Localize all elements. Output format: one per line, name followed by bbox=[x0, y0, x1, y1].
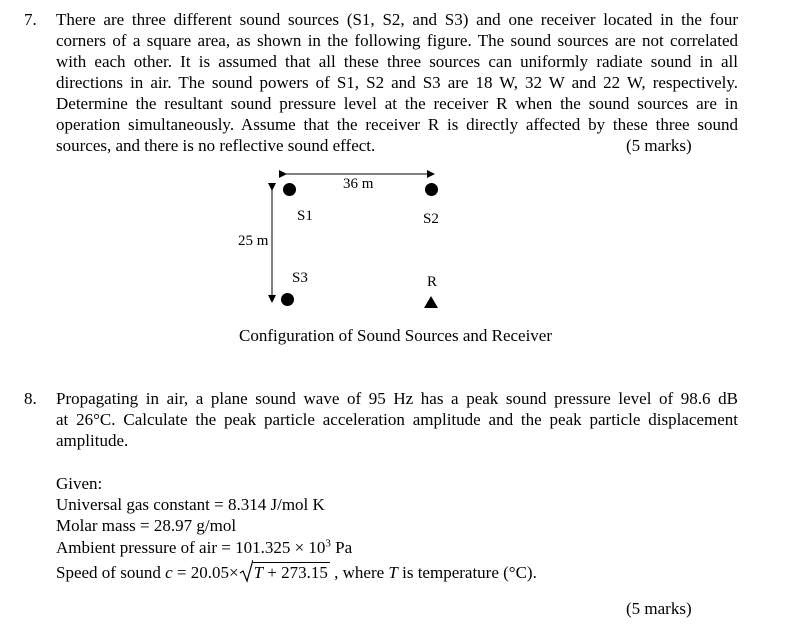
question-7-line: Determine the resultant sound pressure level at the receiver R when the sound sources are in bbox=[56, 94, 738, 113]
radicand-variable: T bbox=[253, 563, 264, 582]
question-8-line: amplitude. bbox=[56, 431, 129, 450]
speed-variable: c bbox=[165, 563, 173, 582]
question-7-number: 7. bbox=[24, 10, 37, 29]
speed-description: is temperature (°C). bbox=[397, 563, 537, 582]
question-7-line: corners of a square area, as shown in the following figure. The sound sources are not correlated bbox=[56, 31, 738, 50]
speed-text: Speed of sound bbox=[56, 563, 166, 582]
radical-sign-icon bbox=[239, 559, 253, 583]
question-8-line: Propagating in air, a plane sound wave of 95 Hz has a peak sound pressure level of 98.6 dB bbox=[56, 389, 738, 408]
given-pressure bbox=[56, 537, 352, 558]
receiver-marker bbox=[424, 296, 438, 308]
question-8-text bbox=[56, 388, 738, 451]
figure-caption: Configuration of Sound Sources and Receiver bbox=[239, 326, 553, 345]
question-7-line: There are three different sound sources (S1, S2, and S3) and one receiver located in the four bbox=[56, 10, 738, 29]
question-7-marks: (5 marks) bbox=[626, 136, 692, 155]
speed-suffix: , where bbox=[329, 563, 389, 582]
source-s3-label: S3 bbox=[292, 270, 308, 286]
height-label: 25 m bbox=[238, 233, 269, 249]
question-8-number: 8. bbox=[24, 389, 37, 408]
question-7-line: sources, and there is no reflective sound effect. bbox=[56, 136, 376, 155]
radicand-constant: + 273.15 bbox=[263, 563, 328, 582]
source-s3-marker bbox=[281, 293, 294, 306]
question-7-line: directions in air. The sound powers of S1, S2 and S3 are 18 W, 32 W and 22 W, respectively. bbox=[56, 73, 738, 92]
given-gas-constant: Universal gas constant = 8.314 J/mol K bbox=[56, 495, 325, 514]
pressure-exponent: 3 bbox=[325, 537, 331, 550]
width-label: 36 m bbox=[343, 176, 374, 192]
pressure-unit: Pa bbox=[330, 538, 353, 557]
question-7-line: operation simultaneously. Assume that the receiver R is directly affected by these three sound bbox=[56, 115, 738, 134]
source-s2-label: S2 bbox=[423, 211, 439, 227]
temperature-variable: T bbox=[388, 563, 398, 582]
given-molar-mass: Molar mass = 28.97 g/mol bbox=[56, 516, 237, 535]
question-7-line: with each other. It is assumed that all these three sources can uniformly radiate sound in all bbox=[56, 52, 738, 71]
given-title: Given: bbox=[56, 474, 103, 493]
speed-equation: = 20.05× bbox=[172, 563, 239, 582]
square-root bbox=[239, 562, 330, 583]
pressure-text: Ambient pressure of air = 101.325 × 10 bbox=[56, 538, 326, 557]
question-8-marks: (5 marks) bbox=[626, 599, 692, 618]
given-speed-of-sound bbox=[56, 562, 537, 583]
source-s2-marker bbox=[425, 183, 438, 196]
source-s1-marker bbox=[283, 183, 296, 196]
source-s1-label: S1 bbox=[297, 208, 313, 224]
question-8-line: at 26°C. Calculate the peak particle acceleration amplitude and the peak particle displacement bbox=[56, 410, 738, 429]
receiver-label: R bbox=[427, 274, 438, 290]
